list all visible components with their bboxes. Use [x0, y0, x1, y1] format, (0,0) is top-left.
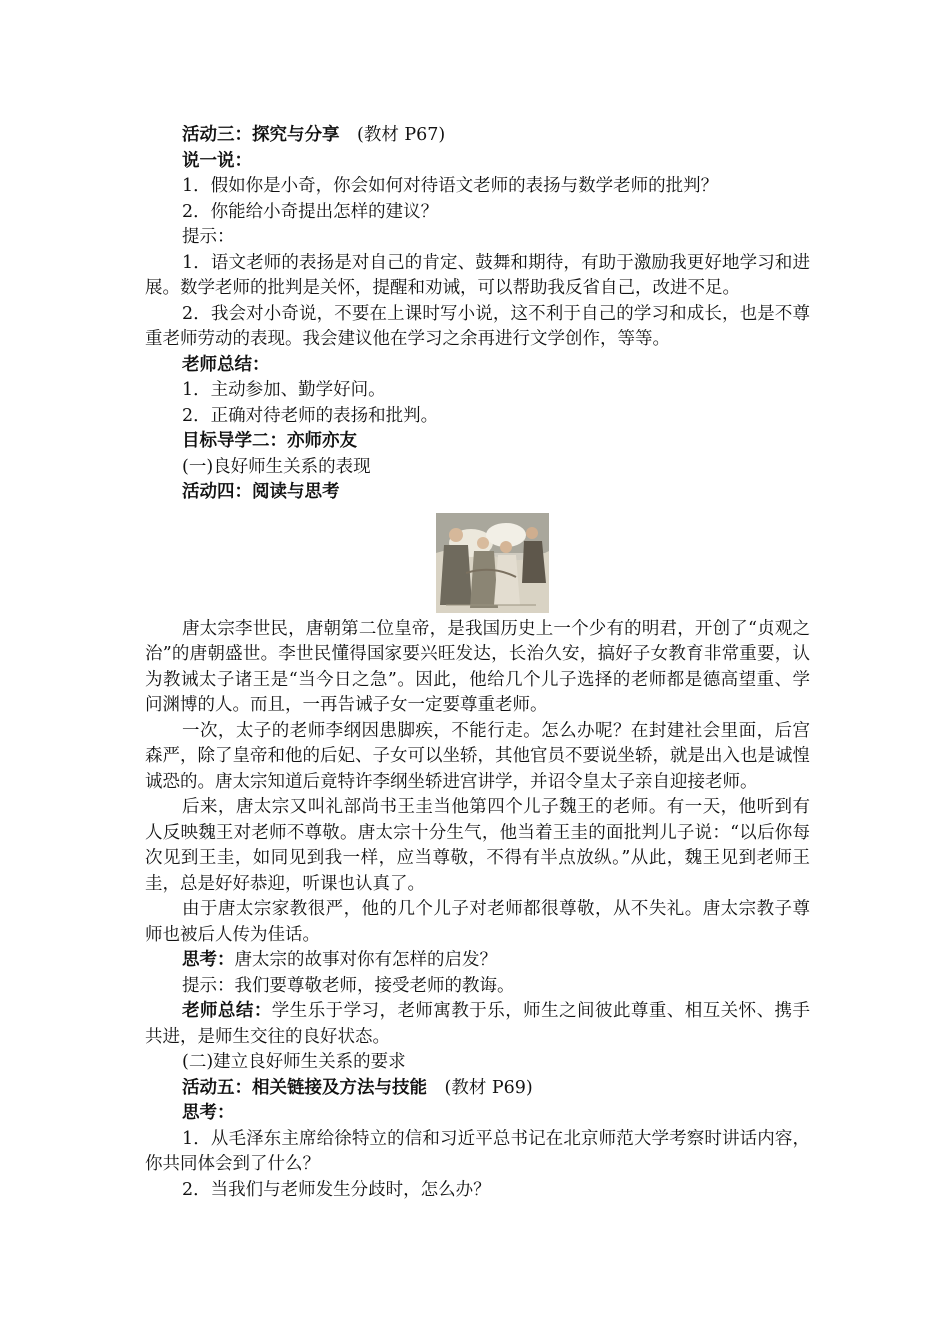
- document-body: [145, 123, 810, 1203]
- think-text: 唐太宗的故事对你有怎样的启发？: [234, 950, 497, 970]
- activity-five-question-1: 1．从毛泽东主席给徐特立的信和习近平总书记在北京师范大学考察时讲话内容，你共同体会到了什么？: [145, 1128, 810, 1174]
- hint-label: 提示：: [182, 227, 235, 247]
- think-label: 思考：: [182, 950, 235, 970]
- section-two-heading: (二)建立良好师生关系的要求: [182, 1052, 406, 1072]
- activity-five-heading: [145, 1076, 810, 1102]
- shuo-yi-shuo-label: 说一说：: [182, 150, 252, 171]
- think-hint: 提示：我们要尊敬老师，接受老师的教诲。: [182, 975, 515, 996]
- summary-item-2: 2．正确对待老师的表扬和批判。: [182, 405, 439, 426]
- illustration-figure: [145, 513, 810, 613]
- story-paragraph-1: 唐太宗李世民，唐朝第二位皇帝，是我国历史上一个少有的明君，开创了“贞观之治”的唐朝盛世。李世民懂得国家要兴旺发达，长治久安，搞好子女教育非常重要，认为教诫太子诸王是“当今日之急”。因此，他给几个儿子选择的老师都是德高望重、学问渊博的人。而且，一再告诫子女一定要尊重老师。: [145, 618, 810, 715]
- activity-three-ref: (教材 P67): [339, 125, 446, 145]
- story-paragraph-4: 由于唐太宗家教很严，他的几个儿子对老师都很尊敬，从不失礼。唐太宗教子尊师也被后人传为佳话。: [145, 899, 810, 945]
- activity-five-title: 活动五：相关链接及方法与技能: [182, 1077, 427, 1098]
- activity-five-question-2: 2．当我们与老师发生分歧时，怎么办？: [182, 1179, 491, 1200]
- story-paragraph-2: 一次，太子的老师李纲因患脚疾，不能行走。怎么办呢？在封建社会里面，后宫森严，除了皇帝和他的后妃、子女可以坐轿，其他官员不要说坐轿，就是出入也是诚惶诚恐的。唐太宗知道后竟特许李纲坐轿进宫讲学，并诏令皇太子亲自迎接老师。: [145, 720, 810, 792]
- summary-item-1: 1．主动参加、勤学好问。: [182, 380, 386, 400]
- answer-2: 2．我会对小奇说，不要在上课时写小说，这不利于自己的学习和成长，也是不尊重老师劳动的表现。我会建议他在学习之余再进行文学创作，等等。: [145, 303, 810, 349]
- goal-two-heading: 目标导学二：亦师亦友: [182, 431, 357, 451]
- summary-text: 学生乐于学习，老师寓教于乐，师生之间彼此尊重、相互关怀、携手共进，是师生交往的良好状态。: [145, 1001, 810, 1047]
- think-question: [145, 948, 810, 974]
- activity-three-heading: [145, 123, 810, 149]
- summary-label: 老师总结：: [182, 1001, 272, 1021]
- activity-four-title: 活动四：阅读与思考: [182, 482, 340, 502]
- story-paragraph-3: 后来，唐太宗又叫礼部尚书王圭当他第四个儿子魏王的老师。有一天，他听到有人反映魏王对老师不尊敬。唐太宗十分生气，他当着王圭的面批判儿子说：“以后你每次见到王圭，如同见到我一样，应当尊敬，不得有半点放纵。”从此，魏王见到老师王圭，总是好好恭迎，听课也认真了。: [145, 797, 810, 894]
- teacher-summary-label: 老师总结：: [182, 354, 270, 375]
- answer-1: 1．语文老师的表扬是对自己的肯定、鼓舞和期待，有助于激励我更好地学习和进展。数学老师的批判是关怀，提醒和劝诫，可以帮助我反省自己，改进不足。: [145, 252, 810, 298]
- section-one-heading: (一)良好师生关系的表现: [182, 456, 371, 477]
- question-2: 2．你能给小奇提出怎样的建议？: [182, 201, 439, 222]
- question-1: 1．假如你是小奇，你会如何对待语文老师的表扬与数学老师的批判？: [182, 176, 719, 196]
- activity-five-ref: (教材 P69): [427, 1077, 533, 1098]
- activity-four-summary: [145, 999, 810, 1050]
- activity-five-think-label: 思考：: [182, 1103, 235, 1123]
- tang-taizong-illustration: [436, 513, 549, 613]
- activity-three-title: 活动三：探究与分享: [182, 125, 340, 145]
